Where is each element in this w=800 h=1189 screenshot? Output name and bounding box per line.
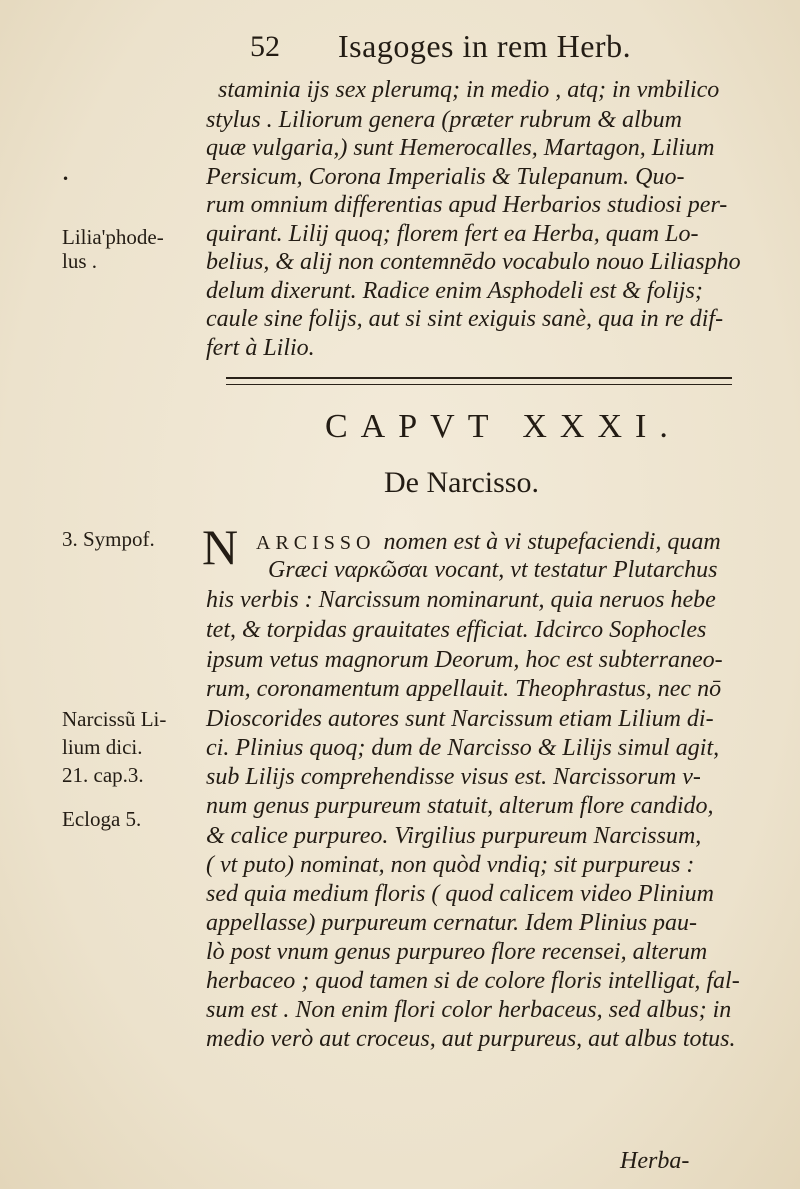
chapter-heading: CAPVT XXXI. — [325, 408, 681, 445]
text-line: quirant. Lilij quoq; florem fert ea Herba, quam Lo- — [206, 221, 699, 247]
drop-cap: N — [202, 519, 239, 575]
text-line: stylus . Liliorum genera (præter rubrum & album — [206, 107, 683, 133]
page-header — [0, 22, 800, 70]
text-line: his verbis : Narcissum nominarunt, quia neruos hebe — [206, 587, 716, 613]
text-line: fert à Lilio. — [206, 335, 315, 361]
text-line: ( vt puto) nominat, non quòd vndiq; sit purpureus : — [206, 852, 695, 878]
margin-note: Lilia'phode- — [62, 225, 164, 249]
margin-note: lus . — [62, 249, 98, 273]
page-number: 52 — [250, 30, 280, 63]
margin-dot: • — [62, 172, 70, 186]
text-line: Græci ναρκῶσαι vocant, vt testatur Plutarchus — [268, 557, 718, 583]
text-line: rum, coronamentum appellauit. Theophrastus, nec nō — [206, 676, 722, 702]
text-line: sub Lilijs comprehendisse visus est. Narcissorum v- — [206, 764, 701, 790]
margin-note: Ecloga 5. — [62, 807, 142, 831]
text-line: ci. Plinius quoq; dum de Narcisso & Lilijs simul agit, — [206, 735, 720, 761]
text-line: sed quia medium floris ( quod calicem video Plinium — [206, 881, 714, 907]
first-text-line — [256, 530, 721, 555]
text-line: appellasse) purpureum cernatur. Idem Plinius pau- — [206, 910, 698, 936]
running-title: Isagoges in rem Herb. — [338, 28, 632, 64]
text-line: medio verò aut croceus, aut purpureus, aut albus totus. — [206, 1026, 736, 1052]
divider-rule — [226, 384, 732, 385]
margin-note: 21. cap.3. — [62, 763, 144, 787]
divider-rule — [226, 377, 732, 379]
text-line: lò post vnum genus purpureo flore recensei, alterum — [206, 939, 708, 965]
text-line: num genus purpureum statuit, alterum flore candido, — [206, 793, 714, 819]
text-line: ipsum vetus magnorum Deorum, hoc est subterraneo- — [206, 647, 723, 673]
text-line: tet, & torpidas grauitates efficiat. Idcirco Sophocles — [206, 617, 707, 643]
text-line: & calice purpureo. Virgilius purpureum Narcissum, — [206, 823, 702, 849]
text-line: quæ vulgaria,) sunt Hemerocalles, Martagon, Lilium — [206, 135, 715, 161]
margin-note: Narcissũ Li- — [62, 707, 167, 731]
text-line: rum omnium differentias apud Herbarios studiosi per- — [206, 192, 728, 218]
first-word: ARCISSO — [256, 532, 376, 554]
first-line-rest: nomen est à vi stupefaciendi, quam — [383, 529, 721, 555]
text-line: sum est . Non enim flori color herbaceus, sed albus; in — [206, 997, 732, 1023]
chapter-title: De Narcisso. — [384, 466, 539, 499]
margin-note: lium dici. — [62, 735, 143, 759]
margin-note: 3. Sympof. — [62, 527, 155, 551]
text-line: staminia ijs sex plerumq; in medio , atq; in vmbilico — [218, 77, 720, 103]
text-line: delum dixerunt. Radice enim Asphodeli est & folijs; — [206, 278, 703, 304]
text-line: belius, & alij non contemnēdo vocabulo nouo Liliasphо — [206, 249, 741, 275]
catchword: Herba- — [620, 1148, 690, 1174]
text-line: Dioscorides autores sunt Narcissum etiam Lilium di- — [206, 706, 714, 732]
text-line: herbaceo ; quod tamen si de colore floris intelligat, fal- — [206, 968, 740, 994]
text-line: caule sine folijs, aut si sint exiguis sanè, qua in re dif- — [206, 306, 724, 332]
text-line: Persicum, Corona Imperialis & Tulepanum. Quo- — [206, 164, 685, 190]
